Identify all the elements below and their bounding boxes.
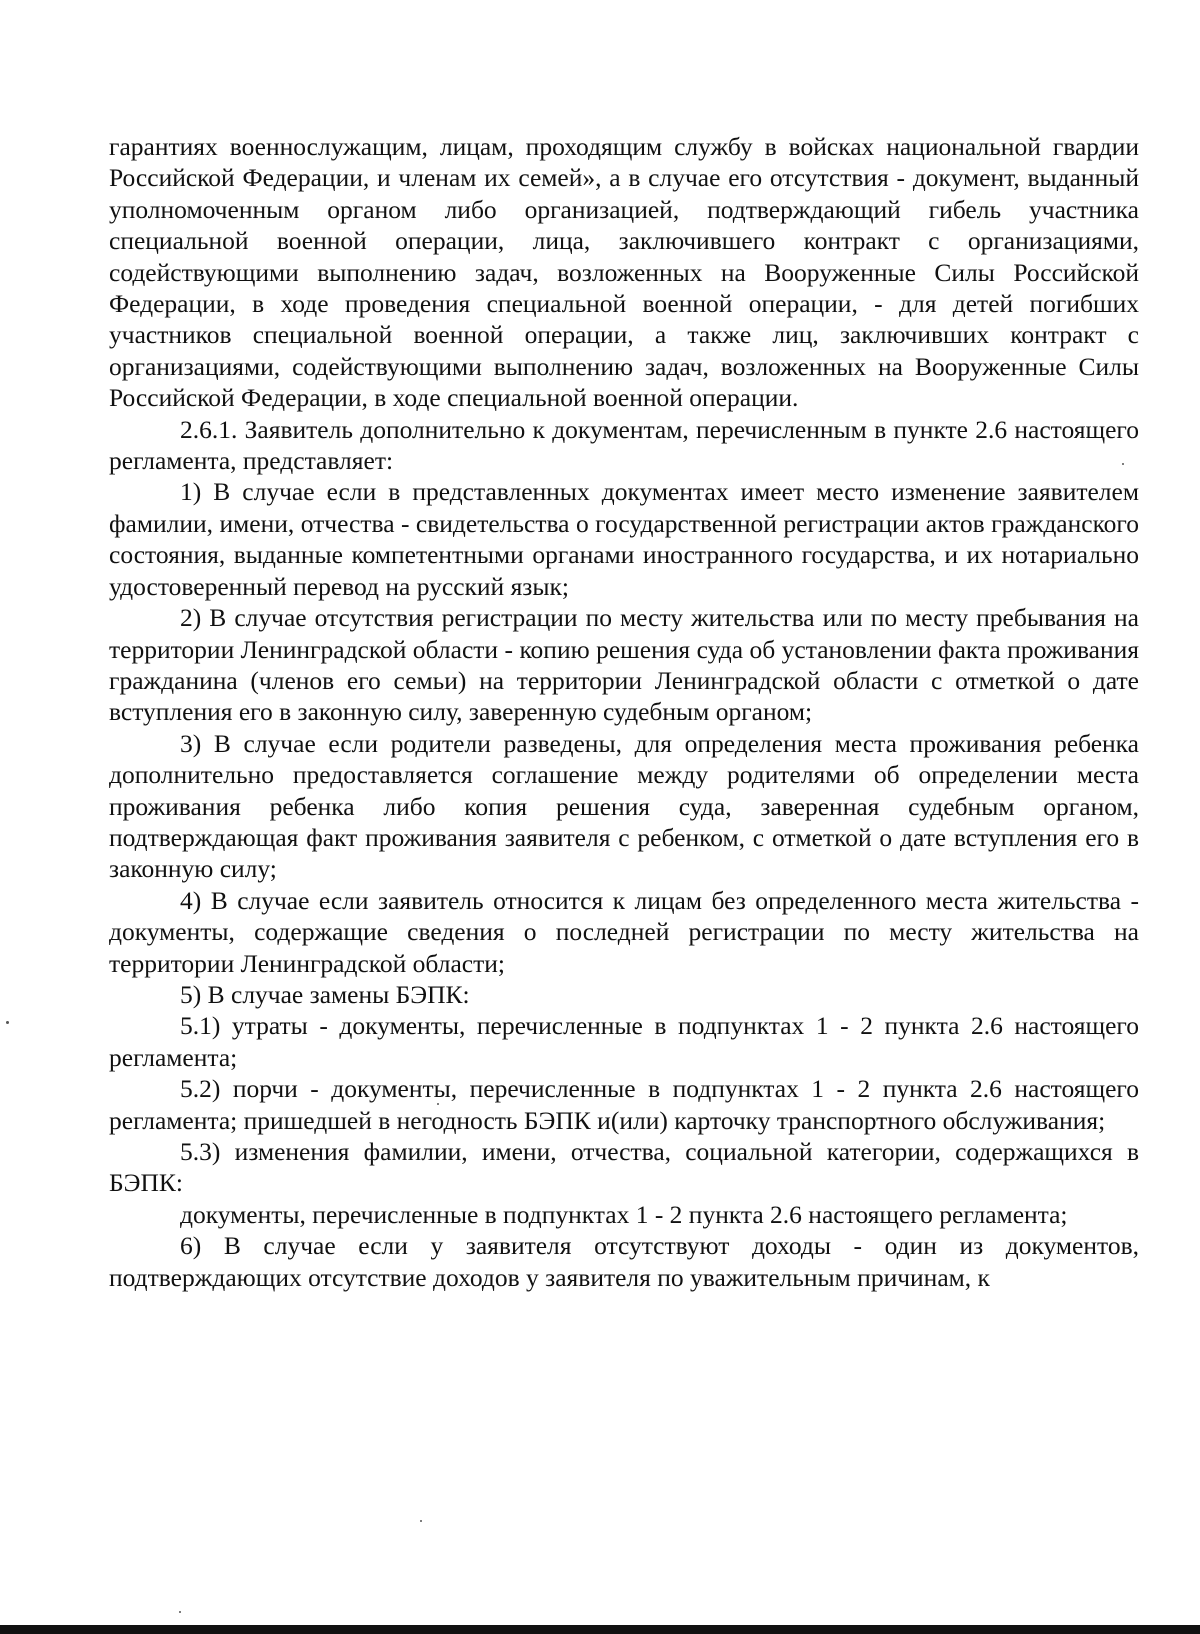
scan-speck (1122, 463, 1124, 465)
list-item-5-3-documents: документы, перечисленные в подпунктах 1 - 2 пункта 2.6 настоящего регламента; (180, 1199, 1068, 1229)
list-item-3: 3) В случае если родители разведены, для определения места проживания ребенка дополнительно предоставляется соглашение между родителями об определении места проживания ребенка либо копия решения суда, заверенная судебным органом, подтверждающая факт проживания заявителя с ребенком, с отметкой о дате вступления его в законную силу; (109, 728, 1139, 884)
list-item-2: 2) В случае отсутствия регистрации по месту жительства или по месту пребывания на территории Ленинградской области - копию решения суда об установлении факта проживания гражданина (членов его семьи) на территории Ленинградской области с отметкой о дате вступления его в законную силу, заверенную судебным органом; (109, 603, 1139, 727)
list-item-5: 5) В случае замены БЭПК: (180, 979, 470, 1009)
scan-speck (437, 1103, 439, 1105)
paragraph-continuation: гарантиях военнослужащим, лицам, проходящим службу в войсках национальной гвардии Российской Федерации, и членам их семей», а в случае его отсутствия - документ, выданный уполномоченным органом либо организацией, подтверждающий гибель участника специальной военной операции, лица, заключившего контракт с организациями, содействующими выполнению задач, возложенных на Вооруженные Силы Российской Федерации, в ходе проведения специальной военной операции, - для детей погибших участников специальной военной операции, а также лиц, заключивших контракт с организациями, содействующими выполнению задач, возложенных на Вооруженные Силы Российской Федерации, в ходе специальной военной операции. (109, 132, 1139, 413)
scan-speck (179, 1611, 181, 1613)
paragraph-2-6-1: 2.6.1. Заявитель дополнительно к документам, перечисленным в пункте 2.6 настоящего регламента, представляет: (109, 414, 1139, 476)
scan-speck (420, 1520, 422, 1522)
scan-bottom-edge (0, 1625, 1200, 1634)
scan-speck (6, 1021, 9, 1024)
list-item-5-3: 5.3) изменения фамилии, имени, отчества, социальной категории, содержащихся в БЭПК: (109, 1137, 1139, 1198)
list-item-5-1: 5.1) утраты - документы, перечисленные в подпунктах 1 - 2 пункта 2.6 настоящего регламента; (109, 1011, 1139, 1072)
list-item-1: 1) В случае если в представленных документах имеет место изменение заявителем фамилии, имени, отчества - свидетельства о государственной регистрации актов гражданского состояния, выданные компетентными органами иностранного государства, и их нотариально удостоверенный перевод на русский язык; (109, 477, 1139, 601)
list-item-5-2: 5.2) порчи - документы, перечисленные в подпунктах 1 - 2 пункта 2.6 настоящего регламента; пришедшей в негодность БЭПК и(или) карточку транспортного обслуживания; (109, 1074, 1139, 1135)
list-item-4: 4) В случае если заявитель относится к лицам без определенного места жительства - документы, содержащие сведения о последней регистрации по месту жительства на территории Ленинградской области; (109, 885, 1139, 978)
document-body (109, 131, 1139, 1293)
list-item-6: 6) В случае если у заявителя отсутствуют доходы - один из документов, подтверждающих отсутствие доходов у заявителя по уважительным причинам, к (109, 1231, 1139, 1292)
